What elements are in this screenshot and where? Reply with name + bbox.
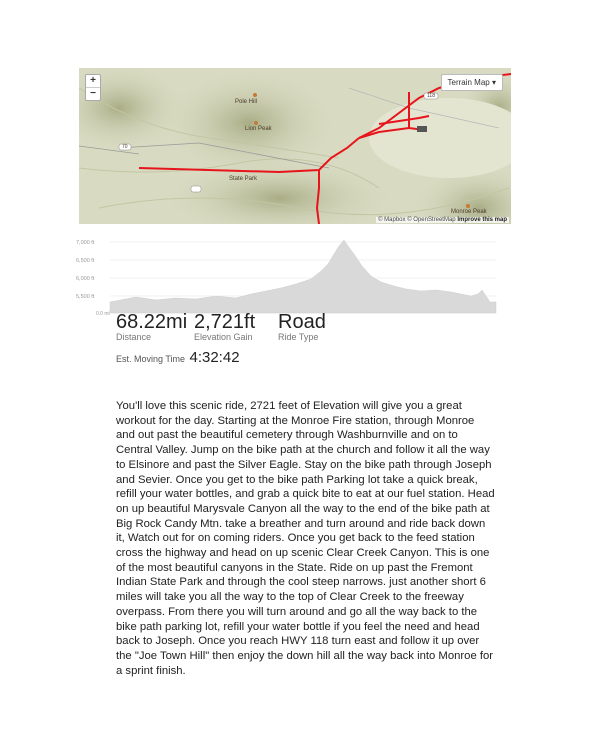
distance-label: Distance <box>116 332 152 342</box>
moving-time <box>116 349 240 367</box>
map-layer-label: Terrain Map <box>447 78 490 87</box>
stat-ride-type <box>278 312 326 342</box>
elevation-profile[interactable] <box>76 236 516 316</box>
distance-value: 68.22mi <box>116 311 188 333</box>
y-tick-6000: 6,000 ft <box>76 276 95 282</box>
stat-distance <box>116 312 187 342</box>
map-terrain <box>79 68 511 224</box>
elevation-chart <box>76 236 516 316</box>
y-tick-6500: 6,500 ft <box>76 258 95 264</box>
elevation-gain-value: 2,721ft <box>194 311 256 333</box>
map-attribution <box>376 217 509 223</box>
ride-type-label: Ride Type <box>278 332 319 342</box>
moving-time-label: Est. Moving Time <box>116 354 186 364</box>
zoom-in-button[interactable]: + <box>90 75 96 86</box>
mapbox-attribution-link[interactable]: © Mapbox <box>378 217 406 223</box>
elevation-gain-label: Elevation Gain <box>194 332 253 342</box>
map-label-pole-hill: Pole Hill <box>235 99 258 105</box>
map-label-monroe-peak: Monroe Peak <box>451 209 487 215</box>
osm-attribution-link[interactable]: © OpenStreetMap <box>407 217 456 223</box>
x-tick-start: 0.0 mi <box>96 311 110 316</box>
y-tick-5500: 5,500 ft <box>76 294 95 300</box>
route-description: You'll love this scenic ride, 2721 feet of Elevation will give you a great workout for the day. Starting at the Monroe Fire station, through Monroe and out past the beautiful cemetery through Washburnville and on to Central Valley. Jump on the bike path at the church and follow it all the way to Elsinore and past the Silver Eagle. Stay on the bike path through Joseph and Sevier. Once you get to the bike path Parking lot take a quick break, refill your water bottles, and grab a quick bite to eat at our fuel station. Head on up beautiful Marysvale Canyon all the way to the end of the bike path at Big Rock Candy Mtn. take a breather and turn around and ride back down it, Watch out for on coming riders. Once you get back to the feed station cross the highway and head on up scenic Clear Creek Canyon. This is one of the most beautiful canyons in the State. Ride on up past the Fremont Indian State Park and through the cool steep narrows. just another short 6 miles will take you all the way to the top of Clear Creek to the freeway overpass. From there you will turn around and go all the way back to the bike path parking lot, refill your water bottle if you feel the need and head back to Joseph. Once you reach HWY 118 turn east and follow it up over the "Joe Town Hill" then enjoy the down hill all the way back into Monroe for a sprint finish. <box>116 400 495 677</box>
zoom-out-button[interactable]: − <box>86 87 100 100</box>
zoom-controls <box>85 74 101 101</box>
chevron-down-icon: ▾ <box>491 78 496 87</box>
ride-type-value: Road <box>278 311 326 333</box>
highway-shield-70: 70 <box>122 144 128 150</box>
improve-map-link[interactable]: Improve this map <box>457 217 507 223</box>
stat-elevation-gain <box>194 312 255 342</box>
map-label-state-park: State Park <box>229 176 258 182</box>
highway-shield-118: 118 <box>427 93 435 99</box>
y-tick-7000: 7,000 ft <box>76 240 95 246</box>
map-label-lion-peak: Lion Peak <box>245 126 272 132</box>
map-layer-select[interactable] <box>441 74 504 91</box>
route-map[interactable] <box>79 68 511 224</box>
moving-time-value: 4:32:42 <box>189 349 240 366</box>
elevation-area <box>110 240 496 313</box>
